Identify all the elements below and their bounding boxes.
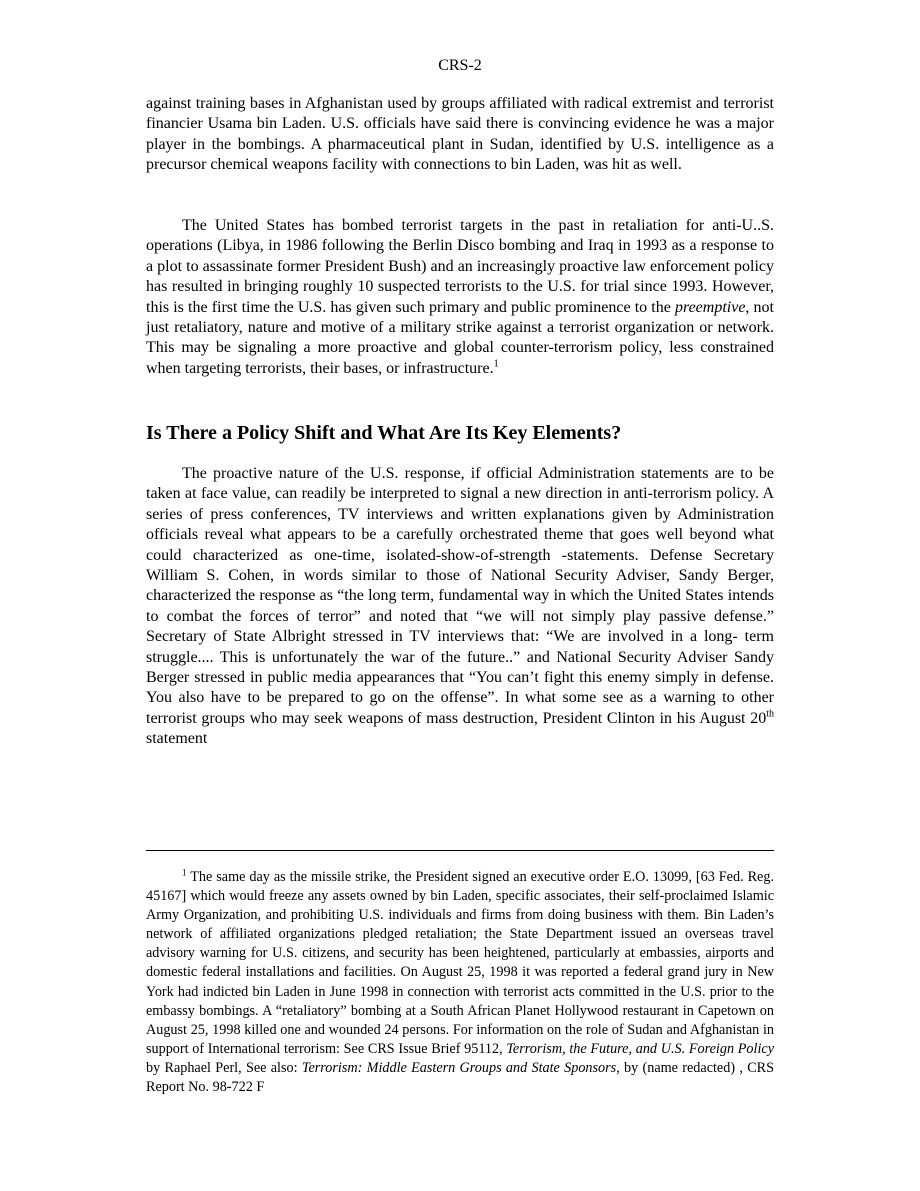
footnote-separator <box>146 850 774 851</box>
paragraph-policy-shift <box>146 464 774 750</box>
footnote-text-b: by Raphael Perl, See also: <box>146 1059 302 1076</box>
paragraph-text: against training bases in Afghanistan used by groups affiliated with radical extremist and terrorist financier Usama bin Laden. U.S. officials have said there is convincing evidence he was a major player in the bombings. A pharmaceutical plant in Sudan, identified by U.S. intelligence as a precursor chemical weapons facility with connections to bin Laden, was hit as well. <box>146 95 774 174</box>
paragraph-text-end: statement <box>146 730 208 748</box>
footnote <box>146 868 774 1097</box>
footnote-title-b: Terrorism: Middle Eastern Groups and State Sponsors <box>301 1059 617 1076</box>
footnote-text-a: The same day as the missile strike, the President signed an executive order E.O. 13099, [63 Fed. Reg. 45167] which would freeze any assets owned by bin Laden, specific associates, their self-proclaimed Islamic Army Organization, and prohibiting U.S. individuals and firms from doing business with them. Bin Laden’s network of affiliated organizations pledged retaliation; the State Department issued an overseas travel advisory warning for U.S. citizens, and security has been heightened, particularly at embassies, airports and domestic federal installations and facilities. On August 25, 1998 it was reported a federal grand jury in New York had indicted bin Laden in June 1998 in connection with terrorist acts committed in the U.S. prior to the embassy bombings. A “retaliatory” bombing at a South African Planet Hollywood restaurant in Capetown on August 25, 1998 killed one and wounded 24 persons. For information on the role of Sudan and Afghanistan in support of International terrorism: See CRS Issue Brief 95112, <box>146 869 774 1057</box>
paragraph-text-start: The proactive nature of the U.S. response, if official Administration statements are to be taken at face value, can readily be interpreted to signal a new direction in anti-terrorism policy. A series of press conferences, TV interviews and written explanations given by Administration officials reveal what appears to be a carefully orchestrated theme that goes well beyond what could characterized as one-time, isolated-show-of-strength -statements. Defense Secretary William S. Cohen, in words similar to those of National Security Adviser, Sandy Berger, characterized the response as “the long term, fundamental way in which the United States intends to combat the forces of terror” and noted that “we will not simply play passive defense.” Secretary of State Albright stressed in TV interviews that: “We are involved in a long- term struggle.... This is unfortunately the war of the future..” and National Security Adviser Sandy Berger stressed in public media appearances that “You can’t fight this enemy simply in defense. You also have to be prepared to go on the offense”. In what some see as a warning to other terrorist groups who may seek weapons of mass destruction, President Clinton in his August 20 <box>146 465 774 727</box>
paragraph-text-start: The United States has bombed terrorist targets in the past in retaliation for anti-U..S. operations (Libya, in 1986 following the Berlin Disco bombing and Iraq in 1993 as a response to a plot to assassinate former President Bush) and an increasingly proactive law enforcement policy has resulted in bringing roughly 10 suspected terrorists to the U.S. for trial since 1993. However, this is the first time the U.S. has given such primary and public prominence to the <box>146 217 774 316</box>
paragraph-continued <box>146 94 774 176</box>
footnote-text-c: , by (name redacted) , CRS Report No. 98-722 F <box>146 1059 775 1096</box>
ordinal-suffix: th <box>766 708 774 720</box>
footnote-reference[interactable]: 1 <box>493 358 499 370</box>
page-number-header: CRS-2 <box>438 57 482 74</box>
footnote-title-a: Terrorism, the Future, and U.S. Foreign Policy <box>506 1040 774 1057</box>
paragraph-text-end: , not just retaliatory, nature and motive of a military strike against a terrorist organization or network. This may be signaling a more proactive and global counter-terrorism policy, less constrained when targeting terrorists, their bases, or infrastructure. <box>146 298 774 377</box>
footnote-number: 1 <box>182 867 187 878</box>
paragraph-retaliation-history <box>146 216 774 379</box>
section-heading: Is There a Policy Shift and What Are Its Key Elements? <box>146 422 622 444</box>
emphasis-preemptive: preemptive <box>674 298 746 316</box>
